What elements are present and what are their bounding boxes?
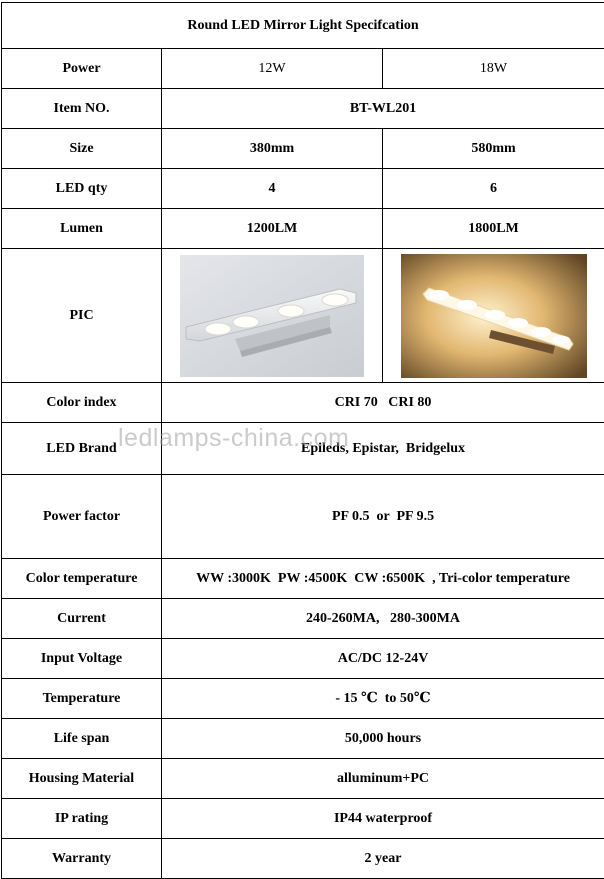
color-temperature-label: Color temperature xyxy=(2,559,162,599)
row-power-factor xyxy=(2,475,604,559)
row-warranty xyxy=(2,839,604,879)
ip-rating-value: IP44 waterproof xyxy=(162,799,604,839)
led-brand-value: Epileds, Epistar, Bridgelux xyxy=(162,423,604,475)
temperature-label: Temperature xyxy=(2,679,162,719)
color-index-label: Color index xyxy=(2,383,162,423)
ip-rating-label: IP rating xyxy=(2,799,162,839)
size-label: Size xyxy=(2,129,162,169)
current-value: 240-260MA, 280-300MA xyxy=(162,599,604,639)
row-led-brand xyxy=(2,423,604,475)
spec-table xyxy=(1,2,604,879)
current-label: Current xyxy=(2,599,162,639)
power-18w: 18W xyxy=(383,49,604,89)
power-factor-label: Power factor xyxy=(2,475,162,559)
row-input-voltage xyxy=(2,639,604,679)
housing-material-value: alluminum+PC xyxy=(162,759,604,799)
pic-label: PIC xyxy=(2,249,162,383)
row-color-temperature xyxy=(2,559,604,599)
row-color-index xyxy=(2,383,604,423)
warranty-value: 2 year xyxy=(162,839,604,879)
led-qty-4: 4 xyxy=(162,169,383,209)
led-brand-label: LED Brand xyxy=(2,423,162,475)
power-12w: 12W xyxy=(162,49,383,89)
row-power xyxy=(2,49,604,89)
input-voltage-value: AC/DC 12-24V xyxy=(162,639,604,679)
housing-material-label: Housing Material xyxy=(2,759,162,799)
lamp-lit-photo xyxy=(401,254,587,378)
warranty-label: Warranty xyxy=(2,839,162,879)
row-size xyxy=(2,129,604,169)
row-temperature xyxy=(2,679,604,719)
led-qty-6: 6 xyxy=(383,169,604,209)
life-span-value: 50,000 hours xyxy=(162,719,604,759)
pic-cell-1 xyxy=(162,249,383,383)
power-factor-value: PF 0.5 or PF 9.5 xyxy=(162,475,604,559)
color-temperature-value: WW :3000K PW :4500K CW :6500K , Tri-color temperature xyxy=(162,559,604,599)
table-title: Round LED Mirror Light Specifcation xyxy=(2,3,604,49)
lumen-1200: 1200LM xyxy=(162,209,383,249)
input-voltage-label: Input Voltage xyxy=(2,639,162,679)
item-no-value: BT-WL201 xyxy=(162,89,604,129)
watermark: ledlamps-china.com xyxy=(118,424,350,452)
row-led-qty xyxy=(2,169,604,209)
life-span-label: Life span xyxy=(2,719,162,759)
size-580: 580mm xyxy=(383,129,604,169)
size-380: 380mm xyxy=(162,129,383,169)
temperature-value: - 15 ℃ to 50℃ xyxy=(162,679,604,719)
row-pic xyxy=(2,249,604,383)
color-index-value: CRI 70 CRI 80 xyxy=(162,383,604,423)
row-housing-material xyxy=(2,759,604,799)
lumen-label: Lumen xyxy=(2,209,162,249)
row-ip-rating xyxy=(2,799,604,839)
lamp-unlit-photo xyxy=(180,255,364,377)
title-row xyxy=(2,3,604,49)
power-label: Power xyxy=(2,49,162,89)
row-lumen xyxy=(2,209,604,249)
row-current xyxy=(2,599,604,639)
led-qty-label: LED qty xyxy=(2,169,162,209)
pic-cell-2 xyxy=(383,249,604,383)
item-no-label: Item NO. xyxy=(2,89,162,129)
row-item-no xyxy=(2,89,604,129)
lumen-1800: 1800LM xyxy=(383,209,604,249)
row-life-span xyxy=(2,719,604,759)
